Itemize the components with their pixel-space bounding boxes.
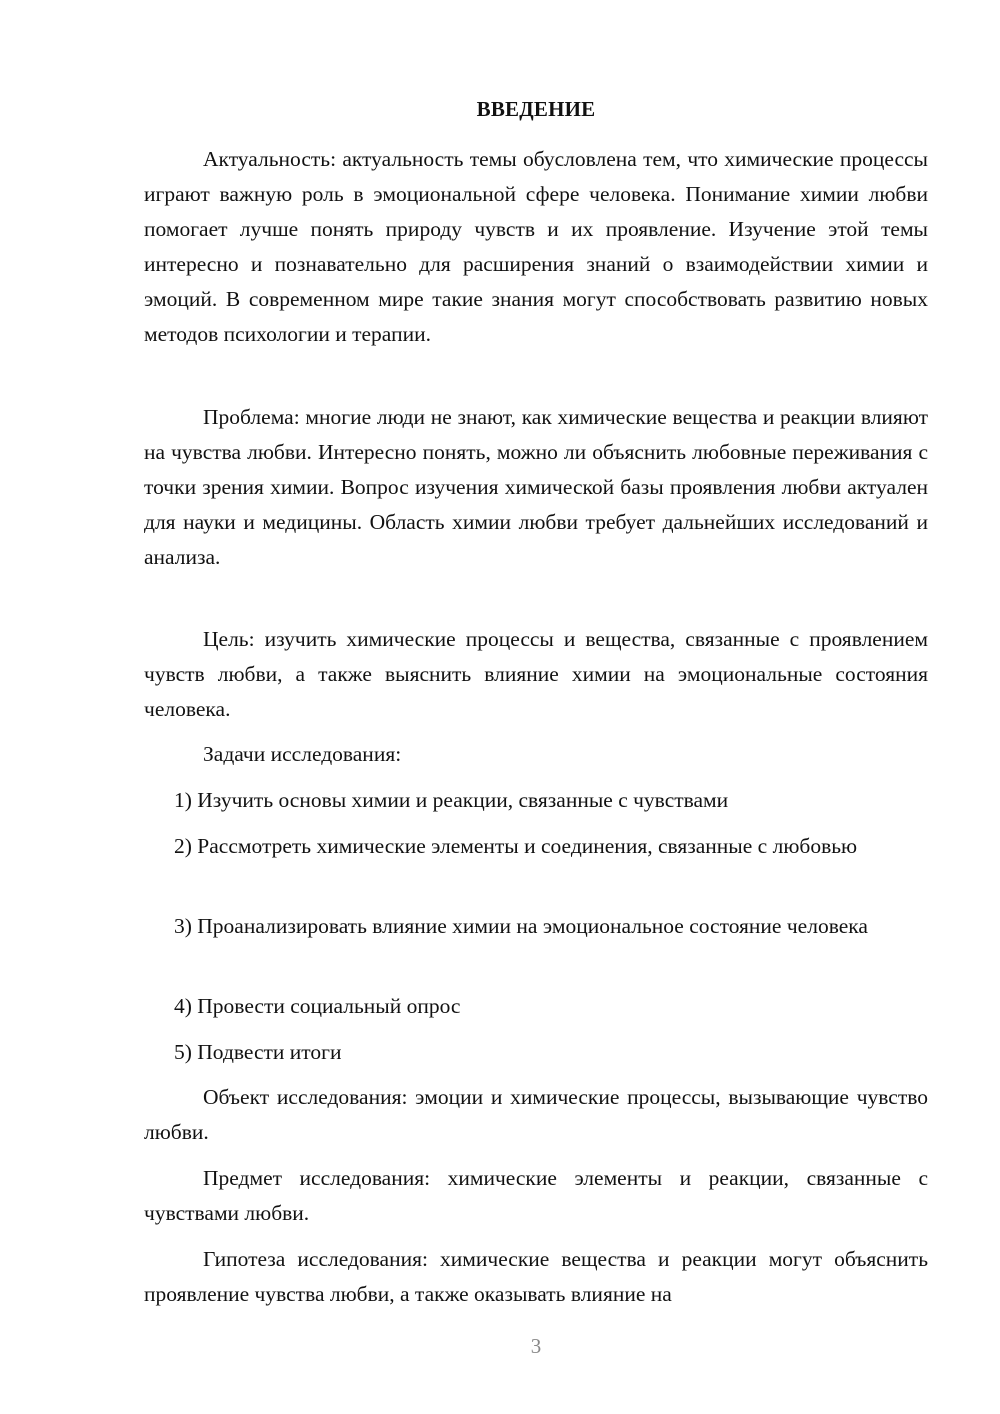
task-item-3: 3) Проанализировать влияние химии на эмоциональное состояние человека: [174, 914, 868, 938]
paragraph-object: Объект исследования: эмоции и химические процессы, вызывающие чувство любви.: [144, 1085, 928, 1144]
task-item-5: 5) Подвести итоги: [174, 1040, 342, 1064]
page-number: 3: [530, 1334, 542, 1358]
section-title: ВВЕДЕНИЕ: [476, 97, 596, 121]
task-item-1: 1) Изучить основы химии и реакции, связанные с чувствами: [174, 788, 729, 812]
task-item-4: 4) Провести социальный опрос: [174, 994, 461, 1018]
task-item-2: 2) Рассмотреть химические элементы и соединения, связанные с любовью: [174, 834, 858, 858]
paragraph-problem: Проблема: многие люди не знают, как химические вещества и реакции влияют на чувства любви. Интересно понять, можно ли объяснить любовные переживания с точки зрения химии. Вопрос изучения химической базы проявления любви актуален для науки и медицины. Область химии любви требует дальнейших исследований и анализа.: [144, 405, 928, 569]
paragraph-hypothesis: Гипотеза исследования: химические вещества и реакции могут объяснить проявление чувства любви, а также оказывать влияние на: [144, 1247, 928, 1306]
tasks-heading: Задачи исследования:: [203, 742, 402, 766]
paragraph-subject: Предмет исследования: химические элементы и реакции, связанные с чувствами любви.: [144, 1166, 928, 1225]
paragraph-goal: Цель: изучить химические процессы и вещества, связанные с проявлением чувств любви, а также выяснить влияние химии на эмоциональные состояния человека.: [144, 627, 928, 721]
paragraph-relevance: Актуальность: актуальность темы обусловлена тем, что химические процессы играют важную роль в эмоциональной сфере человека. Понимание химии любви помогает лучше понять природу чувств и их проявление. Изучение этой темы интересно и познавательно для расширения знаний о взаимодействии химии и эмоций. В современном мире такие знания могут способствовать развитию новых методов психологии и терапии.: [144, 147, 928, 346]
